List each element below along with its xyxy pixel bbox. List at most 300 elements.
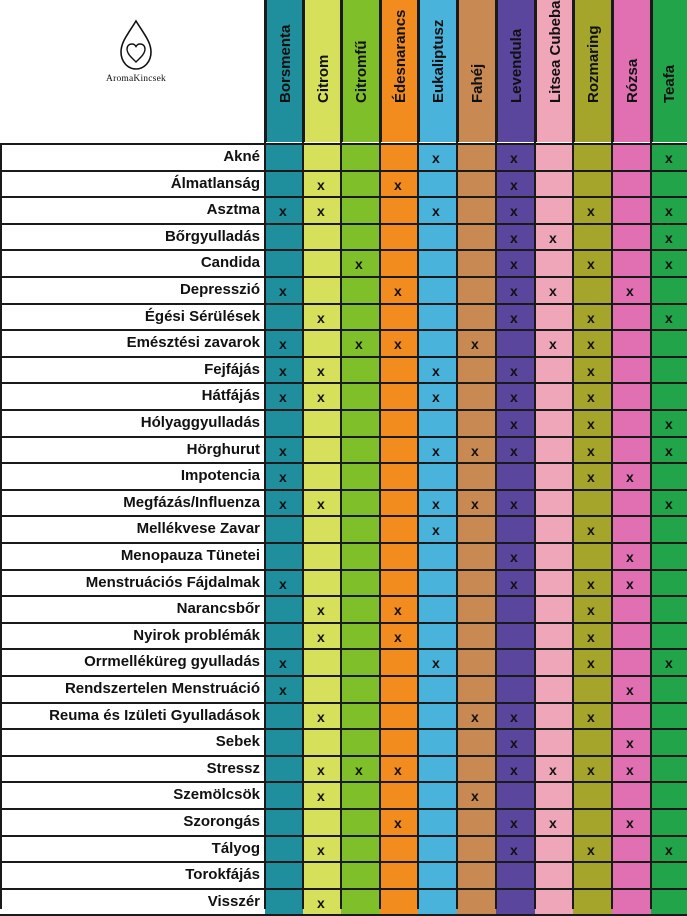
ailment-label: Asztma xyxy=(206,201,260,219)
check-mark: x xyxy=(317,495,325,512)
check-mark: x xyxy=(587,256,595,273)
grid-cell xyxy=(380,543,419,570)
grid-cell xyxy=(612,357,651,384)
check-mark: x xyxy=(510,549,518,565)
grid-cell xyxy=(418,570,457,597)
grid-cell xyxy=(496,623,535,650)
check-mark: x xyxy=(317,628,325,645)
check-mark: x xyxy=(471,495,479,512)
ailment-label: Szemölcsök xyxy=(173,786,260,804)
grid-cell xyxy=(612,862,651,889)
grid-cell xyxy=(535,782,574,809)
grid-cell xyxy=(651,782,687,809)
check-mark: x xyxy=(510,841,518,858)
grid-cell xyxy=(380,304,419,331)
row-divider xyxy=(0,835,687,837)
grid-cell xyxy=(651,463,687,490)
grid-cell xyxy=(265,304,304,331)
row-divider xyxy=(0,143,687,145)
check-mark: x xyxy=(317,841,325,858)
grid-cell xyxy=(341,596,380,623)
grid-cell xyxy=(457,809,496,836)
grid-cell xyxy=(341,623,380,650)
column-header-label: Citromfű xyxy=(352,40,370,103)
grid-cell xyxy=(573,277,612,304)
grid-cell xyxy=(535,889,574,916)
grid-cell xyxy=(303,224,342,251)
grid-cell xyxy=(303,809,342,836)
grid-cell xyxy=(496,676,535,703)
check-mark: x xyxy=(355,336,363,353)
grid-cell xyxy=(265,862,304,889)
grid-cell xyxy=(341,197,380,224)
grid-cell xyxy=(341,649,380,676)
check-mark: x xyxy=(626,735,634,752)
grid-cell xyxy=(612,171,651,198)
grid-cell xyxy=(651,330,687,357)
grid-cell xyxy=(535,649,574,676)
grid-cell xyxy=(380,649,419,676)
grid-cell xyxy=(341,304,380,331)
column-header-label: Fahéj xyxy=(468,63,486,103)
check-mark: x xyxy=(471,336,479,353)
check-mark: x xyxy=(394,336,402,353)
grid-cell xyxy=(612,197,651,224)
grid-cell xyxy=(418,703,457,730)
check-mark: x xyxy=(665,256,673,273)
grid-cell xyxy=(535,250,574,277)
grid-cell xyxy=(418,543,457,570)
grid-cell xyxy=(457,543,496,570)
grid-cell xyxy=(341,570,380,597)
grid-cell xyxy=(496,596,535,623)
check-mark: x xyxy=(587,203,595,220)
grid-cell xyxy=(341,729,380,756)
grid-cell xyxy=(573,224,612,251)
grid-cell xyxy=(418,463,457,490)
ailment-label: Nyirok problémák xyxy=(133,626,260,644)
grid-cell xyxy=(651,729,687,756)
column-divider xyxy=(495,0,497,909)
check-mark: x xyxy=(317,788,325,805)
grid-cell xyxy=(341,277,380,304)
grid-cell xyxy=(496,330,535,357)
grid-cell xyxy=(535,437,574,464)
row-divider xyxy=(0,436,687,438)
check-mark: x xyxy=(587,362,595,379)
grid-cell xyxy=(418,410,457,437)
grid-cell xyxy=(380,836,419,863)
grid-cell xyxy=(573,862,612,889)
check-mark: x xyxy=(317,389,325,406)
column-header-8 xyxy=(535,0,574,142)
check-mark: x xyxy=(432,150,440,166)
grid-cell xyxy=(341,676,380,703)
grid-cell xyxy=(651,862,687,889)
check-mark: x xyxy=(510,150,518,166)
grid-cell xyxy=(418,250,457,277)
check-mark: x xyxy=(587,389,595,406)
check-mark: x xyxy=(665,309,673,326)
grid-cell xyxy=(457,171,496,198)
check-mark: x xyxy=(665,150,673,166)
check-mark: x xyxy=(587,416,595,432)
grid-cell xyxy=(418,836,457,863)
ailment-label: Emésztési zavarok xyxy=(126,334,260,352)
grid-cell xyxy=(535,570,574,597)
grid-cell xyxy=(380,383,419,410)
grid-cell xyxy=(341,703,380,730)
row-divider xyxy=(0,569,687,571)
grid-cell xyxy=(265,729,304,756)
column-header-label: Citrom xyxy=(314,54,332,103)
grid-cell xyxy=(380,570,419,597)
check-mark: x xyxy=(587,761,595,778)
check-mark: x xyxy=(549,229,557,246)
grid-cell xyxy=(265,809,304,836)
column-header-label: Teafa xyxy=(661,64,678,103)
check-mark: x xyxy=(626,682,634,698)
check-mark: x xyxy=(510,761,518,778)
grid-cell xyxy=(457,570,496,597)
column-header-label: Levendula xyxy=(507,28,525,103)
row-divider xyxy=(0,249,687,251)
check-mark: x xyxy=(549,761,557,778)
grid-cell xyxy=(380,889,419,916)
check-mark: x xyxy=(587,469,595,486)
check-mark: x xyxy=(587,628,595,645)
row-divider xyxy=(0,382,687,384)
grid-cell xyxy=(573,543,612,570)
row-divider xyxy=(0,356,687,358)
row-divider xyxy=(0,170,687,172)
check-mark: x xyxy=(665,841,673,858)
column-header-label: Édesnarancs xyxy=(391,9,409,103)
grid-cell xyxy=(265,703,304,730)
check-mark: x xyxy=(317,602,325,619)
ailment-label: Szorongás xyxy=(183,813,260,830)
grid-cell xyxy=(265,889,304,916)
grid-cell xyxy=(651,277,687,304)
check-mark: x xyxy=(510,495,518,512)
check-mark: x xyxy=(549,336,557,353)
ailment-label: Narancsbőr xyxy=(176,600,260,618)
grid-cell xyxy=(457,516,496,543)
grid-cell xyxy=(265,250,304,277)
ailment-label: Orrmelléküreg gyulladás xyxy=(84,653,260,671)
check-mark: x xyxy=(665,442,673,459)
row-divider xyxy=(0,303,687,305)
grid-cell xyxy=(612,330,651,357)
check-mark: x xyxy=(394,283,402,299)
grid-cell xyxy=(535,862,574,889)
brand-logo xyxy=(88,18,184,88)
column-header-1 xyxy=(265,0,304,142)
grid-cell xyxy=(418,729,457,756)
grid-cell xyxy=(457,729,496,756)
check-mark: x xyxy=(665,203,673,220)
grid-cell xyxy=(612,250,651,277)
check-mark: x xyxy=(587,309,595,326)
check-mark: x xyxy=(471,708,479,725)
grid-cell xyxy=(651,543,687,570)
grid-cell xyxy=(341,490,380,517)
grid-cell xyxy=(303,144,342,171)
grid-cell xyxy=(303,463,342,490)
ailment-label: Torokfájás xyxy=(185,866,260,884)
check-mark: x xyxy=(471,788,479,805)
grid-cell xyxy=(457,277,496,304)
grid-cell xyxy=(535,543,574,570)
check-mark: x xyxy=(510,815,518,831)
check-mark: x xyxy=(665,229,673,246)
grid-cell xyxy=(612,490,651,517)
grid-cell xyxy=(535,676,574,703)
grid-cell xyxy=(535,357,574,384)
row-divider xyxy=(0,489,687,491)
check-mark: x xyxy=(279,682,287,698)
column-divider xyxy=(611,0,613,909)
check-mark: x xyxy=(510,735,518,752)
grid-cell xyxy=(651,171,687,198)
ailment-label: Akné xyxy=(223,148,260,165)
column-header-6 xyxy=(457,0,496,142)
grid-cell xyxy=(457,836,496,863)
ailment-label: Megfázás/Influenza xyxy=(123,493,260,511)
check-mark: x xyxy=(279,469,287,486)
grid-cell xyxy=(573,490,612,517)
grid-cell xyxy=(303,330,342,357)
check-mark: x xyxy=(510,203,518,220)
grid-cell xyxy=(265,543,304,570)
grid-cell xyxy=(303,676,342,703)
grid-cell xyxy=(535,836,574,863)
grid-cell xyxy=(496,649,535,676)
check-mark: x xyxy=(317,761,325,778)
brand-name: AromaKincsek xyxy=(106,74,166,84)
grid-cell xyxy=(496,889,535,916)
check-mark: x xyxy=(510,442,518,459)
check-mark: x xyxy=(626,575,634,592)
column-header-label: Rózsa xyxy=(623,58,641,103)
grid-cell xyxy=(573,782,612,809)
check-mark: x xyxy=(587,708,595,725)
grid-cell xyxy=(380,862,419,889)
check-mark: x xyxy=(432,495,440,512)
grid-cell xyxy=(535,304,574,331)
grid-cell xyxy=(380,197,419,224)
grid-cell xyxy=(457,197,496,224)
check-mark: x xyxy=(587,841,595,858)
row-divider xyxy=(0,781,687,783)
grid-cell xyxy=(535,383,574,410)
grid-cell xyxy=(265,782,304,809)
check-mark: x xyxy=(587,442,595,459)
check-mark: x xyxy=(279,203,287,220)
check-mark: x xyxy=(587,655,595,672)
grid-cell xyxy=(612,889,651,916)
grid-cell xyxy=(303,277,342,304)
grid-cell xyxy=(380,357,419,384)
column-divider xyxy=(0,143,2,909)
grid-cell xyxy=(303,437,342,464)
grid-cell xyxy=(651,596,687,623)
grid-cell xyxy=(457,649,496,676)
column-header-9 xyxy=(573,0,612,142)
grid-cell xyxy=(457,463,496,490)
check-mark: x xyxy=(665,495,673,512)
check-mark: x xyxy=(317,203,325,220)
ailment-label: Bőrgyulladás xyxy=(164,227,260,245)
grid-cell xyxy=(496,516,535,543)
grid-cell xyxy=(535,144,574,171)
column-divider xyxy=(264,0,266,909)
grid-cell xyxy=(341,543,380,570)
row-divider xyxy=(0,276,687,278)
check-mark: x xyxy=(394,602,402,619)
check-mark: x xyxy=(510,309,518,326)
row-divider xyxy=(0,196,687,198)
grid-cell xyxy=(418,623,457,650)
grid-cell xyxy=(418,171,457,198)
check-mark: x xyxy=(665,655,673,672)
column-header-label: Rozmaring xyxy=(584,25,602,103)
row-divider xyxy=(0,808,687,810)
ailment-label: Álmatlanság xyxy=(170,174,260,192)
ailment-label: Stressz xyxy=(206,759,260,777)
check-mark: x xyxy=(510,176,518,193)
grid-cell xyxy=(303,543,342,570)
check-mark: x xyxy=(279,362,287,379)
grid-cell xyxy=(418,330,457,357)
grid-cell xyxy=(535,490,574,517)
column-divider xyxy=(379,0,381,909)
grid-cell xyxy=(535,729,574,756)
check-mark: x xyxy=(626,283,634,299)
grid-cell xyxy=(418,277,457,304)
check-mark: x xyxy=(471,442,479,459)
check-mark: x xyxy=(317,309,325,326)
check-mark: x xyxy=(279,575,287,592)
grid-cell xyxy=(380,782,419,809)
drop-heart-icon xyxy=(88,18,184,76)
check-mark: x xyxy=(587,602,595,619)
check-mark: x xyxy=(355,256,363,273)
grid-cell xyxy=(573,676,612,703)
row-divider xyxy=(0,515,687,517)
grid-cell xyxy=(651,357,687,384)
grid-cell xyxy=(380,224,419,251)
grid-cell xyxy=(341,383,380,410)
grid-cell xyxy=(303,729,342,756)
ailment-label: Fejfájás xyxy=(204,360,260,378)
grid-cell xyxy=(380,437,419,464)
column-header-10 xyxy=(612,0,651,142)
grid-cell xyxy=(573,729,612,756)
check-mark: x xyxy=(510,389,518,406)
ailment-label: Menopauza Tünetei xyxy=(120,547,260,564)
grid-cell xyxy=(651,703,687,730)
grid-cell xyxy=(380,516,419,543)
grid-cell xyxy=(265,836,304,863)
grid-cell xyxy=(380,144,419,171)
check-mark: x xyxy=(317,708,325,725)
column-divider xyxy=(650,0,652,909)
ailment-label: Rendszertelen Menstruáció xyxy=(64,680,260,697)
grid-cell xyxy=(380,729,419,756)
grid-cell xyxy=(612,383,651,410)
row-divider xyxy=(0,728,687,730)
grid-cell xyxy=(457,623,496,650)
check-mark: x xyxy=(510,575,518,592)
grid-cell xyxy=(457,596,496,623)
column-divider xyxy=(340,0,342,909)
ailment-label: Égési Sérülések xyxy=(144,307,260,325)
grid-cell xyxy=(651,383,687,410)
grid-cell xyxy=(457,756,496,783)
column-header-5 xyxy=(418,0,457,142)
grid-cell xyxy=(573,889,612,916)
ailment-label: Reuma és Izületi Gyulladások xyxy=(49,706,260,724)
row-divider xyxy=(0,595,687,597)
row-divider xyxy=(0,622,687,624)
grid-cell xyxy=(418,596,457,623)
grid-cell xyxy=(380,250,419,277)
row-divider xyxy=(0,329,687,331)
grid-cell xyxy=(303,410,342,437)
grid-cell xyxy=(651,889,687,916)
grid-cell xyxy=(380,490,419,517)
row-divider xyxy=(0,702,687,704)
row-divider xyxy=(0,542,687,544)
grid-cell xyxy=(457,224,496,251)
check-mark: x xyxy=(549,815,557,831)
check-mark: x xyxy=(394,761,402,778)
grid-cell xyxy=(418,809,457,836)
grid-cell xyxy=(535,596,574,623)
grid-cell xyxy=(457,889,496,916)
row-divider xyxy=(0,409,687,411)
check-mark: x xyxy=(626,549,634,565)
check-mark: x xyxy=(279,389,287,406)
grid-cell xyxy=(265,410,304,437)
grid-cell xyxy=(341,437,380,464)
check-mark: x xyxy=(587,336,595,353)
check-mark: x xyxy=(510,229,518,246)
grid-cell xyxy=(457,410,496,437)
column-header-2 xyxy=(303,0,342,142)
grid-cell xyxy=(418,224,457,251)
grid-cell xyxy=(303,250,342,277)
grid-cell xyxy=(612,437,651,464)
column-divider xyxy=(417,0,419,909)
check-mark: x xyxy=(432,442,440,459)
grid-cell xyxy=(651,676,687,703)
grid-cell xyxy=(496,782,535,809)
ailment-label: Hólyaggyulladás xyxy=(140,414,260,431)
check-mark: x xyxy=(432,203,440,220)
grid-cell xyxy=(612,782,651,809)
grid-cell xyxy=(341,889,380,916)
check-mark: x xyxy=(317,362,325,379)
grid-cell xyxy=(341,862,380,889)
grid-cell xyxy=(651,756,687,783)
ailment-label: Menstruációs Fájdalmak xyxy=(85,573,260,591)
check-mark: x xyxy=(432,522,440,539)
ailment-label: Visszér xyxy=(207,892,260,910)
grid-cell xyxy=(535,463,574,490)
grid-cell xyxy=(380,410,419,437)
